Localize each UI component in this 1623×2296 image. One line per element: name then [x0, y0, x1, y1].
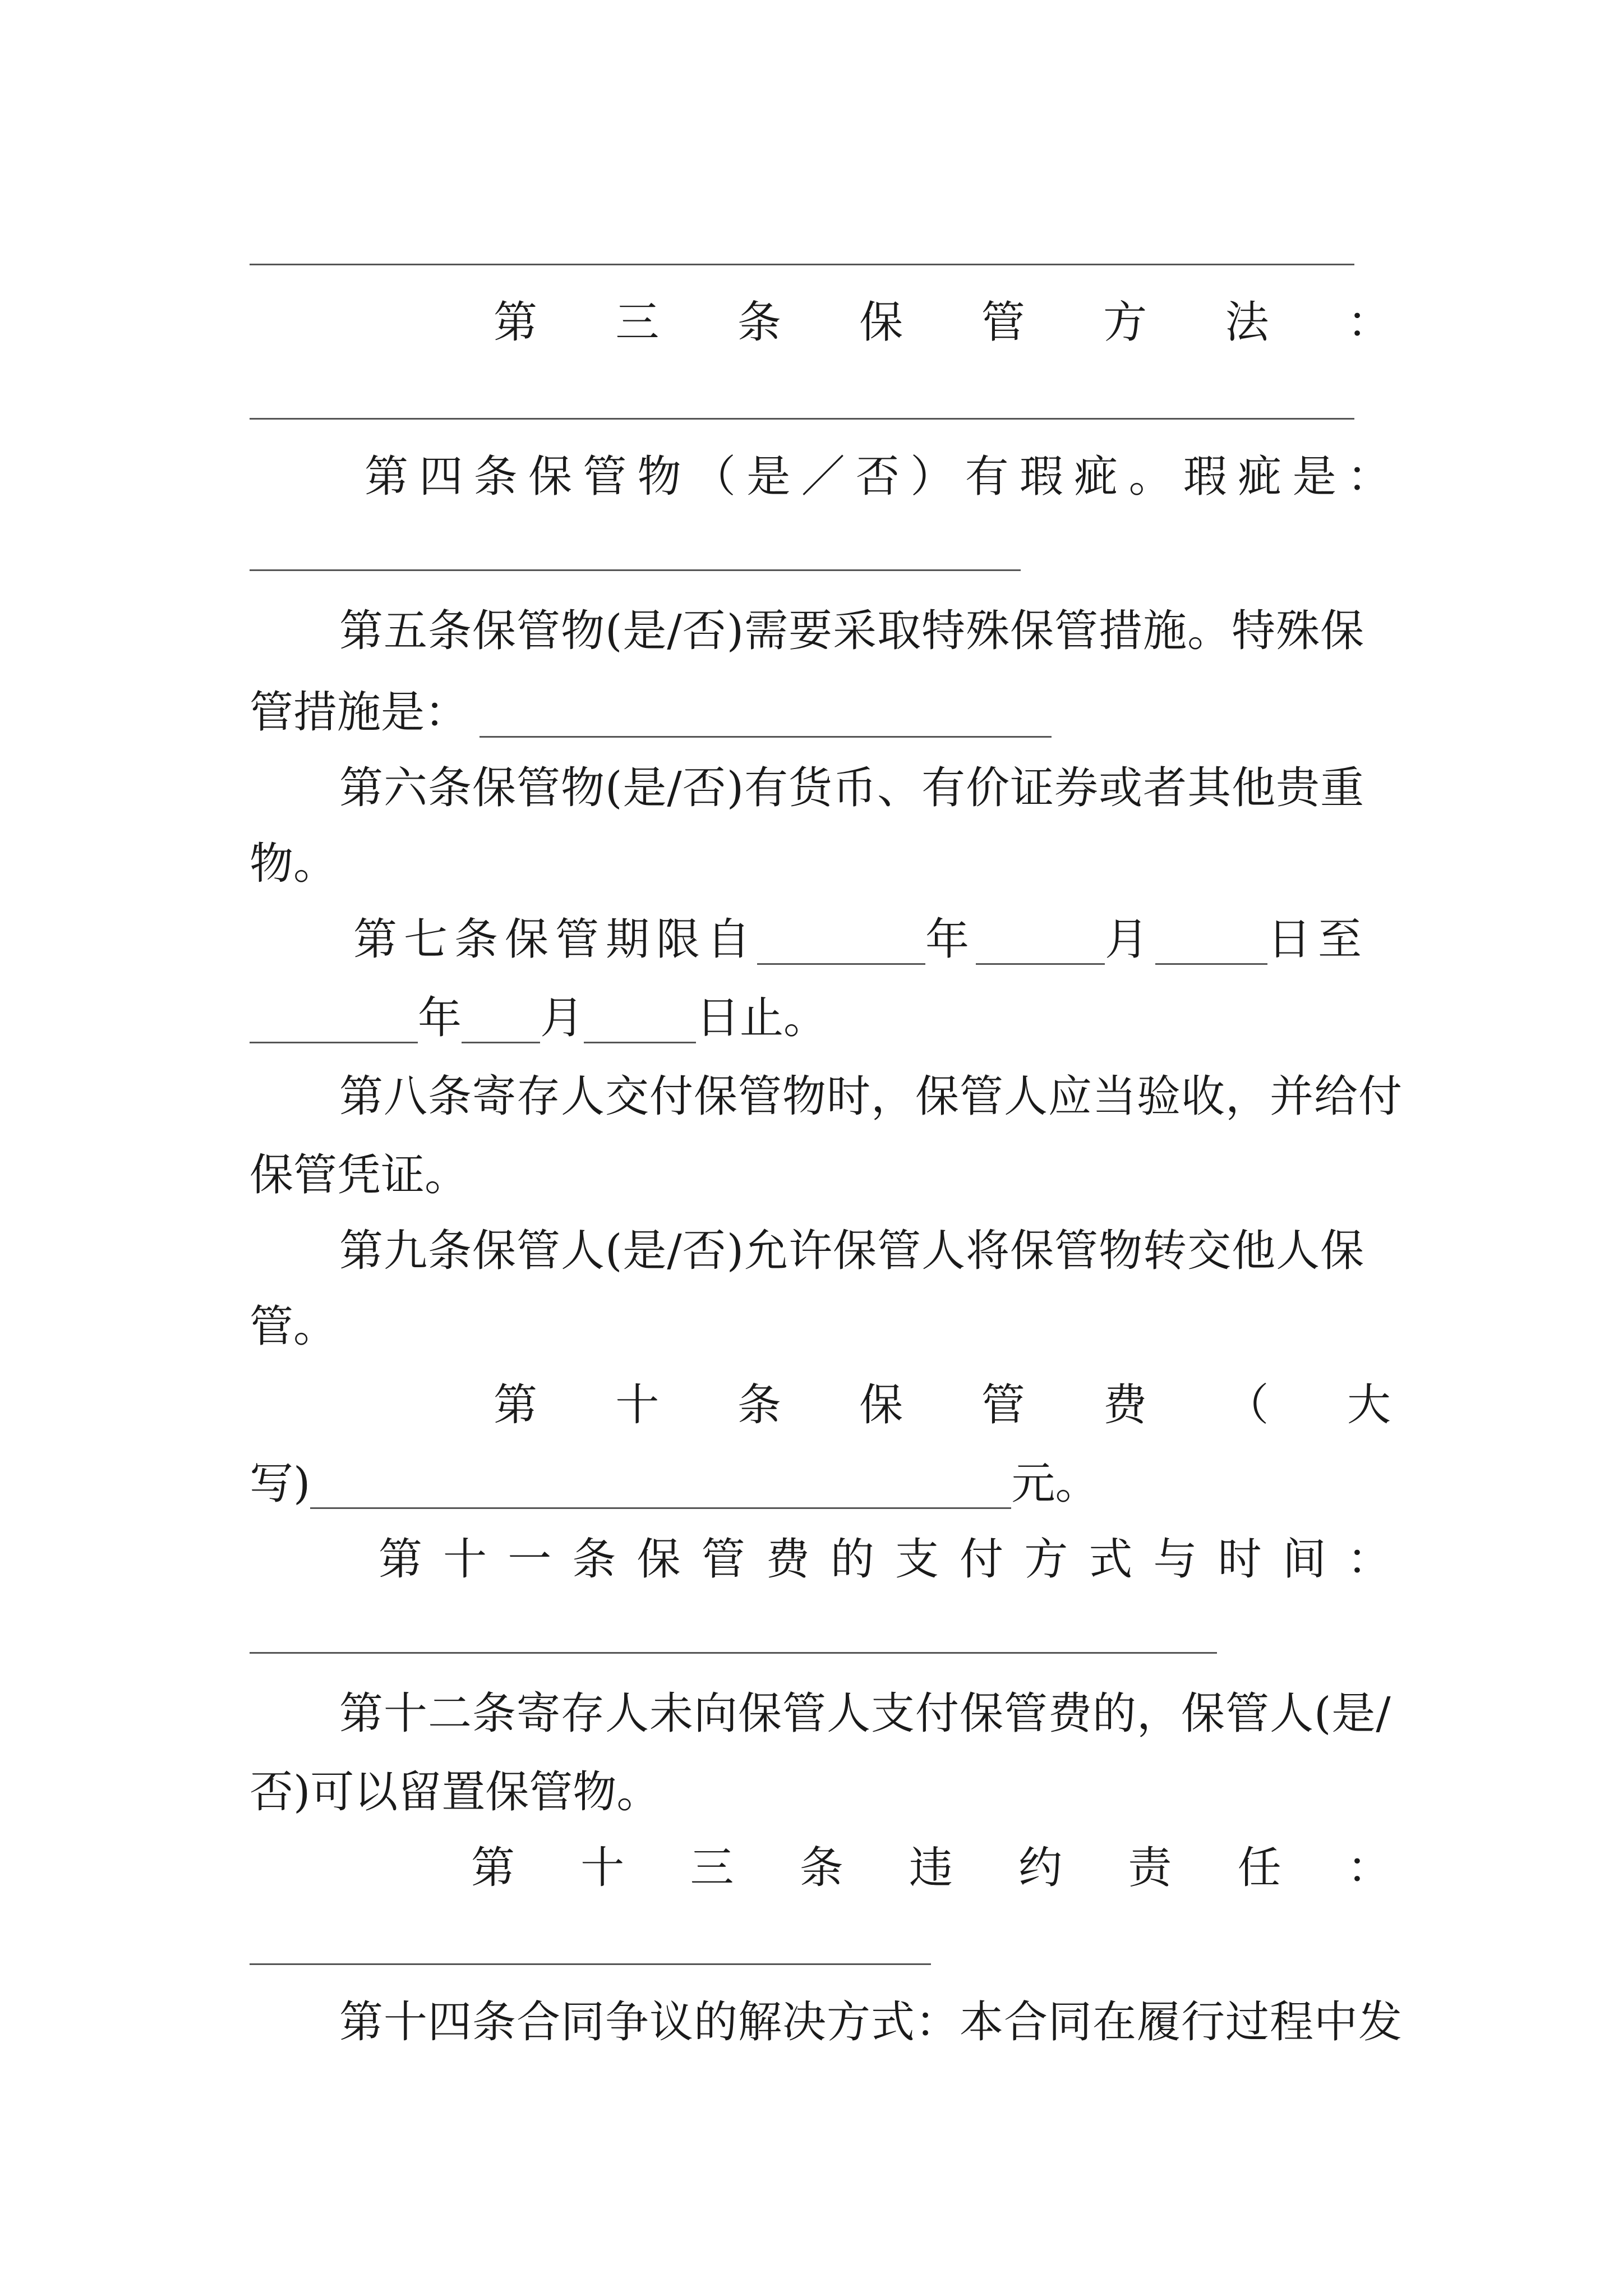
article-7-month: 月: [1105, 914, 1156, 965]
art4-char: 有: [965, 452, 1009, 502]
art11-char: 与: [1153, 1534, 1197, 1585]
fill-line-art4: [250, 569, 1021, 571]
art4-char: ：: [1347, 452, 1391, 502]
fill-line-art3: [250, 418, 1354, 420]
art13-char: 任: [1237, 1843, 1281, 1893]
art11-char: 条: [572, 1534, 616, 1585]
art4-char: （: [691, 452, 736, 502]
article-7-year: 年: [925, 914, 976, 965]
article-7-line2: [250, 993, 1394, 1043]
art13-char: 约: [1018, 1843, 1063, 1893]
art13-char: ：: [1347, 1843, 1391, 1893]
article-12-line1: 第十二条寄存人未向保管人支付保管费的，保管人(是/: [339, 1688, 1391, 1739]
article-7-day-to: 日至: [1267, 914, 1369, 965]
art4-char: 保: [528, 452, 572, 502]
fill-line-art13: [250, 1963, 931, 1965]
art11-char: 时: [1218, 1534, 1262, 1585]
art4-char: 是: [1292, 452, 1336, 502]
art10-char: （: [1225, 1380, 1269, 1430]
art4-char: ／: [801, 452, 845, 502]
art3-char: 法: [1225, 297, 1269, 348]
article-7-month2: 月: [540, 993, 584, 1043]
art11-char: 支: [895, 1534, 939, 1585]
art10-char: 大: [1347, 1380, 1391, 1430]
art11-char: 一: [508, 1534, 552, 1585]
fill-blank-art5: [479, 696, 1052, 738]
article-12-line2: 否)可以留置保管物。: [250, 1767, 661, 1818]
article-7-year2: 年: [418, 993, 462, 1043]
article-8-line1: 第八条寄存人交付保管物时，保管人应当验收，并给付: [339, 1071, 1403, 1122]
article-9-line2: 管。: [250, 1301, 338, 1352]
article-7-line1: [353, 914, 1497, 965]
art4-char: 瑕: [1183, 452, 1227, 502]
article-10-line1: [494, 1380, 1391, 1430]
art3-char: 三: [615, 297, 660, 348]
art13-char: 责: [1128, 1843, 1172, 1893]
article-11: [379, 1534, 1391, 1585]
article-7-start: 第七条保管期限自: [353, 914, 758, 965]
fill-blank-day-from: [1155, 923, 1267, 965]
art4-char: ）: [910, 452, 955, 502]
article-8-line2: 保管凭证。: [250, 1150, 469, 1200]
article-9-line1: 第九条保管人(是/否)允许保管人将保管物转交他人保: [339, 1226, 1365, 1276]
article-7-day-end: 日止。: [696, 993, 828, 1043]
art11-char: 管: [701, 1534, 745, 1585]
art4-char: 。: [1128, 452, 1173, 502]
art3-char: 第: [494, 297, 538, 348]
art3-char: 保: [859, 297, 903, 348]
art4-char: 疵: [1238, 452, 1282, 502]
article-5-line2: [250, 687, 1394, 738]
art10-char: 保: [859, 1380, 903, 1430]
art4-char: 物: [637, 452, 681, 502]
art13-char: 三: [690, 1843, 734, 1893]
art10-char: 条: [737, 1380, 781, 1430]
art10-char: 十: [615, 1380, 660, 1430]
art13-char: 十: [580, 1843, 625, 1893]
art11-char: 保: [637, 1534, 681, 1585]
article-6-line1: 第六条保管物(是/否)有货币、有价证券或者其他贵重: [339, 763, 1365, 813]
art3-char: 条: [737, 297, 781, 348]
art3-char: 管: [981, 297, 1025, 348]
art11-char: 费: [766, 1534, 810, 1585]
art3-char: 方: [1103, 297, 1147, 348]
art11-char: 方: [1024, 1534, 1068, 1585]
fill-blank-day-to: [584, 1001, 696, 1043]
fill-line-art2: [250, 264, 1354, 265]
article-13: [471, 1843, 1391, 1893]
article-14-line1: 第十四条合同争议的解决方式：本合同在履行过程中发: [339, 1997, 1403, 2047]
art13-char: 条: [799, 1843, 843, 1893]
art13-char: 违: [909, 1843, 953, 1893]
article-5-line1: 第五条保管物(是/否)需要采取特殊保管措施。特殊保: [339, 606, 1365, 656]
art4-char: 疵: [1074, 452, 1118, 502]
fill-blank-month-to: [462, 1001, 540, 1043]
art4-char: 瑕: [1019, 452, 1063, 502]
fill-blank-year-from: [757, 923, 925, 965]
art11-char: 十: [443, 1534, 487, 1585]
art10-char: 第: [494, 1380, 538, 1430]
art4-char: 是: [746, 452, 791, 502]
art4-char: 四: [419, 452, 463, 502]
fill-blank-year-to: [250, 1001, 418, 1043]
article-5-line2-text: 管措施是：: [250, 687, 469, 738]
art11-char: 的: [830, 1534, 874, 1585]
article-10-line2-end: 元。: [1011, 1458, 1099, 1509]
art13-char: 第: [471, 1843, 515, 1893]
art11-char: 间: [1282, 1534, 1326, 1585]
art4-char: 管: [583, 452, 627, 502]
art10-char: 管: [981, 1380, 1025, 1430]
art4-char: 第: [365, 452, 409, 502]
art4-char: 否: [855, 452, 900, 502]
article-10-line2: [250, 1458, 1394, 1509]
art11-char: 式: [1089, 1534, 1133, 1585]
art4-char: 条: [473, 452, 518, 502]
article-4: [365, 452, 1391, 502]
fill-blank-fee: [310, 1467, 1011, 1509]
article-6-line2: 物。: [250, 839, 338, 889]
article-10-line2-start: 写): [250, 1458, 311, 1509]
art11-char: ：: [1347, 1534, 1391, 1585]
art3-char: ：: [1347, 297, 1391, 348]
fill-blank-month-from: [976, 923, 1105, 965]
article-3: [494, 297, 1391, 348]
fill-line-art11: [250, 1652, 1217, 1654]
art11-char: 付: [960, 1534, 1004, 1585]
art11-char: 第: [379, 1534, 423, 1585]
art10-char: 费: [1103, 1380, 1147, 1430]
